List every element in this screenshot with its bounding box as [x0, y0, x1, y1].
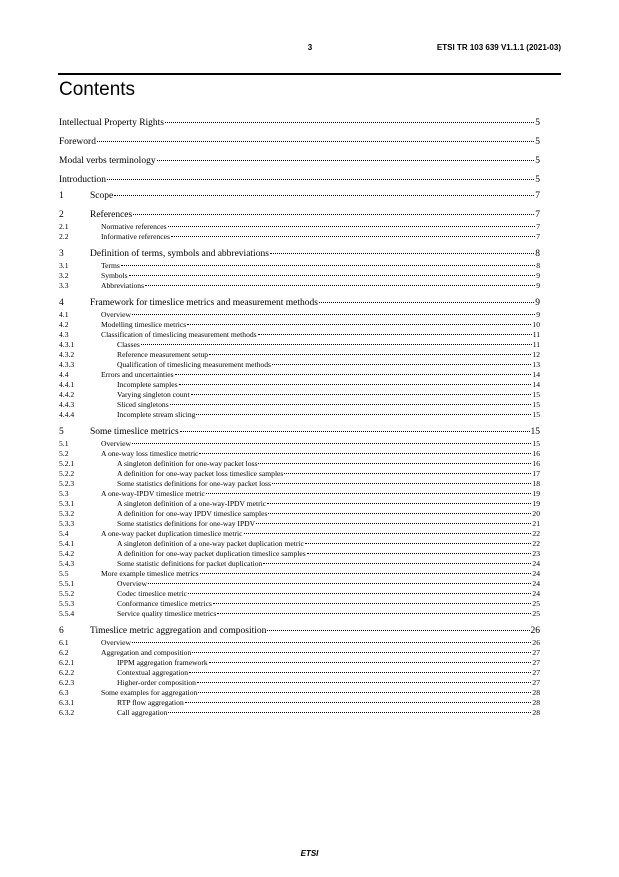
toc-entry-page: 15	[532, 410, 540, 419]
toc-entry-number: 5.5.4	[59, 609, 75, 618]
toc-entry-title: A one-way-IPDV timeslice metric	[101, 489, 205, 498]
toc-entry-page: 20	[532, 509, 540, 518]
toc-entry-number: 6.3	[59, 688, 69, 697]
toc-dot-leader	[196, 414, 531, 415]
toc-entry-number: 5.5.3	[59, 599, 75, 608]
toc-entry-title: Symbols	[101, 271, 128, 280]
toc-entry[interactable]	[59, 469, 540, 479]
toc-entry-page: 13	[532, 360, 540, 369]
toc-entry-page: 28	[532, 698, 540, 707]
toc-entry[interactable]	[59, 248, 540, 261]
toc-dot-leader	[188, 593, 531, 594]
toc-entry-number: 4.4.1	[59, 380, 75, 389]
footer-etsi: ETSI	[300, 849, 319, 858]
toc-entry[interactable]	[59, 549, 540, 559]
toc-entry[interactable]	[59, 698, 540, 708]
page-number: 3	[307, 43, 313, 52]
toc-entry-number: 5.2	[59, 449, 69, 458]
toc-entry-number: 4.3	[59, 330, 69, 339]
toc-dot-leader	[107, 179, 534, 180]
toc-entry-page: 9	[536, 271, 540, 280]
toc-dot-leader	[209, 354, 531, 355]
toc-entry-title: Framework for timeslice metrics and measurement methods	[90, 298, 318, 308]
toc-entry-title: Sliced singletons	[117, 400, 169, 409]
toc-entry-title: Higher-order composition	[117, 678, 196, 687]
toc-entry[interactable]	[59, 489, 540, 499]
toc-entry[interactable]	[59, 609, 540, 619]
toc-entry-page: 9	[535, 298, 540, 308]
toc-entry[interactable]	[59, 320, 540, 330]
toc-entry-page: 27	[532, 678, 540, 687]
toc-entry-page: 27	[532, 668, 540, 677]
toc-entry[interactable]	[59, 297, 540, 310]
toc-entry-title: Introduction	[59, 175, 106, 185]
toc-entry-title: Reference measurement setup	[117, 350, 209, 359]
toc-entry-number: 1	[59, 191, 64, 201]
toc-entry-number: 5.3.2	[59, 509, 75, 518]
toc-entry-page: 11	[532, 340, 540, 349]
toc-entry[interactable]	[59, 539, 540, 549]
toc-entry[interactable]	[59, 658, 540, 668]
toc-entry-number: 3.2	[59, 271, 69, 280]
toc-dot-leader	[270, 253, 534, 254]
toc-entry-page: 9	[536, 310, 540, 319]
toc-entry-title: Service quality timeslice metrics	[117, 609, 217, 618]
toc-entry-page: 8	[535, 249, 540, 259]
toc-dot-leader	[200, 573, 532, 574]
toc-dot-leader	[213, 603, 532, 604]
toc-dot-leader	[305, 543, 532, 544]
toc-dot-leader	[256, 523, 531, 524]
toc-entry-page: 21	[532, 519, 540, 528]
toc-entry-number: 4.3.1	[59, 340, 75, 349]
toc-entry-page: 22	[532, 539, 540, 548]
toc-dot-leader	[209, 662, 532, 663]
toc-entry[interactable]	[59, 271, 540, 281]
toc-entry-number: 6.2.1	[59, 658, 75, 667]
toc-entry[interactable]	[59, 638, 540, 648]
toc-entry[interactable]	[59, 589, 540, 599]
toc-dot-leader	[141, 344, 532, 345]
toc-entry[interactable]	[59, 350, 540, 360]
toc-entry-number: 3	[59, 249, 64, 259]
toc-entry-title: RTP flow aggregation	[117, 698, 184, 707]
toc-dot-leader	[148, 583, 531, 584]
toc-entry-number: 6	[59, 626, 64, 636]
toc-entry-number: 6.3.1	[59, 698, 75, 707]
toc-dot-leader	[185, 702, 532, 703]
toc-entry-page: 15	[532, 390, 540, 399]
toc-entry-number: 6.2.2	[59, 668, 75, 677]
document-id: ETSI TR 103 639 V1.1.1 (2021-03)	[436, 43, 561, 52]
toc-entry[interactable]	[59, 330, 540, 340]
toc-entry-page: 23	[532, 549, 540, 558]
toc-dot-leader	[272, 483, 531, 484]
toc-entry-title: Some examples for aggregation	[101, 688, 198, 697]
toc-dot-leader	[267, 503, 531, 504]
toc-dot-leader	[197, 682, 531, 683]
toc-entry-title: IPPM aggregation framework	[117, 658, 208, 667]
toc-entry[interactable]	[59, 400, 540, 410]
toc-entry-number: 5.5	[59, 569, 69, 578]
toc-entry[interactable]	[59, 261, 540, 271]
toc-entry-page: 24	[532, 569, 540, 578]
table-of-contents	[59, 114, 540, 718]
toc-entry-number: 5.4.2	[59, 549, 75, 558]
toc-dot-leader	[168, 226, 536, 227]
toc-entry[interactable]	[59, 708, 540, 718]
toc-entry[interactable]	[59, 171, 540, 190]
toc-entry-number: 4.4.2	[59, 390, 75, 399]
toc-entry-page: 25	[532, 599, 540, 608]
toc-dot-leader	[284, 473, 531, 474]
toc-entry-page: 25	[532, 609, 540, 618]
toc-entry[interactable]	[59, 190, 540, 203]
toc-entry-title: Overview	[101, 439, 131, 448]
toc-entry[interactable]	[59, 114, 540, 133]
toc-entry-page: 14	[532, 380, 540, 389]
toc-entry-title: Modelling timeslice metrics	[101, 320, 187, 329]
toc-dot-leader	[132, 443, 531, 444]
toc-entry-page: 12	[532, 350, 540, 359]
toc-entry-number: 5.4.3	[59, 559, 75, 568]
toc-dot-leader	[145, 285, 535, 286]
toc-entry[interactable]	[59, 449, 540, 459]
toc-entry-title: Foreword	[59, 137, 96, 147]
toc-entry[interactable]	[59, 688, 540, 698]
toc-dot-leader	[258, 334, 532, 335]
toc-entry-number: 6.2	[59, 648, 69, 657]
toc-entry-number: 4.3.3	[59, 360, 75, 369]
toc-entry-number: 5	[59, 427, 64, 437]
toc-entry-title: A one-way loss timeslice metric	[101, 449, 199, 458]
header-rule	[58, 73, 561, 75]
toc-entry-title: Modal verbs terminology	[59, 156, 156, 166]
toc-dot-leader	[272, 364, 531, 365]
toc-entry[interactable]	[59, 281, 540, 291]
toc-entry[interactable]	[59, 499, 540, 509]
toc-entry-page: 24	[532, 589, 540, 598]
toc-entry[interactable]	[59, 579, 540, 589]
toc-entry-title: Errors and uncertainties	[101, 370, 174, 379]
toc-dot-leader	[175, 374, 532, 375]
toc-entry-page: 7	[536, 232, 540, 241]
toc-entry-page: 15	[530, 427, 540, 437]
toc-entry[interactable]	[59, 668, 540, 678]
toc-entry-title: Informative references	[101, 232, 170, 241]
toc-entry-number: 5.3.3	[59, 519, 75, 528]
toc-entry[interactable]	[59, 439, 540, 449]
toc-entry-page: 22	[532, 529, 540, 538]
toc-entry[interactable]	[59, 310, 540, 320]
toc-entry-title: Overview	[101, 638, 131, 647]
toc-entry-title: Conformance timeslice metrics	[117, 599, 212, 608]
toc-entry-page: 28	[532, 708, 540, 717]
toc-dot-leader	[258, 463, 531, 464]
toc-entry-title: Some timeslice metrics	[90, 427, 179, 437]
toc-entry-page: 16	[532, 459, 540, 468]
toc-entry-number: 4.2	[59, 320, 69, 329]
toc-entry[interactable]	[59, 232, 540, 242]
toc-entry-title: Call aggregation	[117, 708, 168, 717]
toc-entry-number: 5.1	[59, 439, 69, 448]
toc-dot-leader	[307, 553, 532, 554]
toc-entry-page: 5	[535, 118, 540, 128]
toc-dot-leader	[217, 613, 531, 614]
toc-dot-leader	[132, 642, 531, 643]
toc-entry-number: 5.2.1	[59, 459, 75, 468]
toc-entry-number: 6.2.3	[59, 678, 75, 687]
toc-entry-number: 4.4.3	[59, 400, 75, 409]
toc-entry-title: Some statistics definitions for one-way packet loss	[117, 479, 271, 488]
toc-entry[interactable]	[59, 625, 540, 638]
toc-entry-page: 11	[532, 330, 540, 339]
toc-entry-page: 7	[535, 210, 540, 220]
toc-entry-title: A singleton definition for one-way packet loss	[117, 459, 258, 468]
toc-entry-page: 9	[536, 281, 540, 290]
toc-entry-title: Incomplete stream slicing	[117, 410, 196, 419]
toc-dot-leader	[132, 314, 535, 315]
toc-entry-number: 5.2.3	[59, 479, 75, 488]
toc-dot-leader	[244, 533, 532, 534]
toc-entry-title: Overview	[101, 310, 131, 319]
toc-entry-title: A singleton definition of a one-way-IPDV metric	[117, 499, 267, 508]
toc-dot-leader	[129, 275, 536, 276]
toc-dot-leader	[267, 630, 529, 631]
toc-entry[interactable]	[59, 209, 540, 222]
toc-entry-number: 5.5.1	[59, 579, 75, 588]
toc-entry-page: 28	[532, 688, 540, 697]
toc-dot-leader	[170, 404, 532, 405]
toc-entry[interactable]	[59, 479, 540, 489]
toc-dot-leader	[192, 652, 531, 653]
toc-dot-leader	[114, 195, 534, 196]
toc-dot-leader	[157, 160, 535, 161]
toc-entry-page: 24	[532, 559, 540, 568]
toc-entry-page: 8	[536, 261, 540, 270]
toc-entry-number: 5.4	[59, 529, 69, 538]
toc-entry[interactable]	[59, 390, 540, 400]
toc-entry[interactable]	[59, 509, 540, 519]
toc-dot-leader	[319, 302, 534, 303]
toc-entry[interactable]	[59, 380, 540, 390]
toc-entry-number: 4.4	[59, 370, 69, 379]
toc-entry-number: 6.1	[59, 638, 69, 647]
toc-entry[interactable]	[59, 152, 540, 171]
toc-entry-page: 7	[536, 222, 540, 231]
toc-dot-leader	[199, 453, 531, 454]
toc-entry-page: 17	[532, 469, 540, 478]
toc-entry[interactable]	[59, 410, 540, 420]
toc-entry-page: 26	[530, 626, 540, 636]
toc-entry-page: 7	[535, 191, 540, 201]
toc-entry-title: A singleton definition of a one-way packet duplication metric	[117, 539, 304, 548]
toc-entry-page: 5	[535, 156, 540, 166]
toc-entry-page: 15	[532, 400, 540, 409]
toc-dot-leader	[191, 394, 532, 395]
toc-entry[interactable]	[59, 340, 540, 350]
toc-entry[interactable]	[59, 648, 540, 658]
toc-dot-leader	[121, 265, 535, 266]
toc-entry-title: Normative references	[101, 222, 167, 231]
toc-dot-leader	[168, 712, 531, 713]
toc-entry[interactable]	[59, 426, 540, 439]
toc-entry-number: 4.4.4	[59, 410, 75, 419]
toc-entry[interactable]	[59, 222, 540, 232]
toc-entry-page: 26	[532, 638, 540, 647]
toc-entry[interactable]	[59, 459, 540, 469]
toc-entry[interactable]	[59, 529, 540, 539]
toc-entry-number: 2	[59, 210, 64, 220]
page-title: Contents	[59, 79, 136, 100]
toc-entry-title: Incomplete samples	[117, 380, 178, 389]
toc-entry[interactable]	[59, 678, 540, 688]
toc-entry-number: 5.5.2	[59, 589, 75, 598]
toc-dot-leader	[206, 493, 532, 494]
toc-entry-page: 27	[532, 658, 540, 667]
toc-entry-title: Varying singleton count	[117, 390, 190, 399]
toc-dot-leader	[180, 431, 530, 432]
toc-entry-title: A definition for one-way IPDV timeslice samples	[117, 509, 268, 518]
toc-entry-page: 24	[532, 579, 540, 588]
toc-entry-title: Some statistics definitions for one-way IPDV	[117, 519, 256, 528]
toc-dot-leader	[268, 513, 531, 514]
toc-entry-title: A definition for one-way packet duplication timeslice samples	[117, 549, 306, 558]
toc-entry-page: 18	[532, 479, 540, 488]
toc-entry-title: References	[90, 210, 133, 220]
toc-entry-title: Codec timeslice metric	[117, 589, 188, 598]
toc-entry-number: 4	[59, 298, 64, 308]
toc-entry[interactable]	[59, 519, 540, 529]
toc-entry-title: Aggregation and composition	[101, 648, 192, 657]
toc-entry-title: Definition of terms, symbols and abbreviations	[90, 249, 269, 259]
toc-entry-page: 5	[535, 137, 540, 147]
toc-entry[interactable]	[59, 569, 540, 579]
toc-entry-page: 10	[532, 320, 540, 329]
toc-dot-leader	[133, 214, 534, 215]
toc-dot-leader	[97, 141, 534, 142]
toc-entry-title: Classes	[117, 340, 140, 349]
toc-entry-title: Contextual aggregation	[117, 668, 189, 677]
toc-entry-number: 3.3	[59, 281, 69, 290]
toc-entry-page: 5	[535, 175, 540, 185]
toc-entry-title: Abbreviations	[101, 281, 145, 290]
toc-entry-page: 15	[532, 439, 540, 448]
toc-dot-leader	[189, 672, 531, 673]
toc-entry-number: 2.1	[59, 222, 69, 231]
toc-entry-title: A definition for one-way packet loss timeslice samples	[117, 469, 284, 478]
toc-entry-title: Overview	[117, 579, 147, 588]
toc-entry-title: Classification of timeslicing measurement methods	[101, 330, 257, 339]
toc-entry-number: 4.3.2	[59, 350, 75, 359]
toc-entry-title: Some statistic definitions for packet duplication	[117, 559, 263, 568]
toc-entry-title: Intellectual Property Rights	[59, 118, 165, 128]
toc-dot-leader	[171, 236, 535, 237]
toc-dot-leader	[179, 384, 532, 385]
toc-entry[interactable]	[59, 559, 540, 569]
toc-dot-leader	[165, 122, 534, 123]
toc-entry-number: 5.2.2	[59, 469, 75, 478]
toc-entry-page: 16	[532, 449, 540, 458]
toc-entry-number: 5.3	[59, 489, 69, 498]
toc-entry[interactable]	[59, 599, 540, 609]
toc-entry-number: 3.1	[59, 261, 69, 270]
toc-entry-page: 19	[532, 489, 540, 498]
toc-entry-page: 27	[532, 648, 540, 657]
toc-entry[interactable]	[59, 370, 540, 380]
toc-entry-title: Timeslice metric aggregation and composition	[90, 626, 267, 636]
toc-dot-leader	[187, 324, 531, 325]
toc-dot-leader	[263, 563, 531, 564]
toc-entry-number: 4.1	[59, 310, 69, 319]
toc-entry-title: Qualification of timeslicing measurement methods	[117, 360, 271, 369]
toc-entry-title: More example timeslice metrics	[101, 569, 199, 578]
toc-dot-leader	[198, 692, 531, 693]
toc-entry-page: 19	[532, 499, 540, 508]
toc-entry[interactable]	[59, 133, 540, 152]
toc-entry-title: Scope	[90, 191, 114, 201]
toc-entry-title: A one-way packet duplication timeslice metric	[101, 529, 243, 538]
toc-entry-number: 2.2	[59, 232, 69, 241]
toc-entry-title: Terms	[101, 261, 120, 270]
toc-entry-number: 6.3.2	[59, 708, 75, 717]
toc-entry-number: 5.3.1	[59, 499, 75, 508]
toc-entry-page: 14	[532, 370, 540, 379]
toc-entry[interactable]	[59, 360, 540, 370]
toc-entry-number: 5.4.1	[59, 539, 75, 548]
